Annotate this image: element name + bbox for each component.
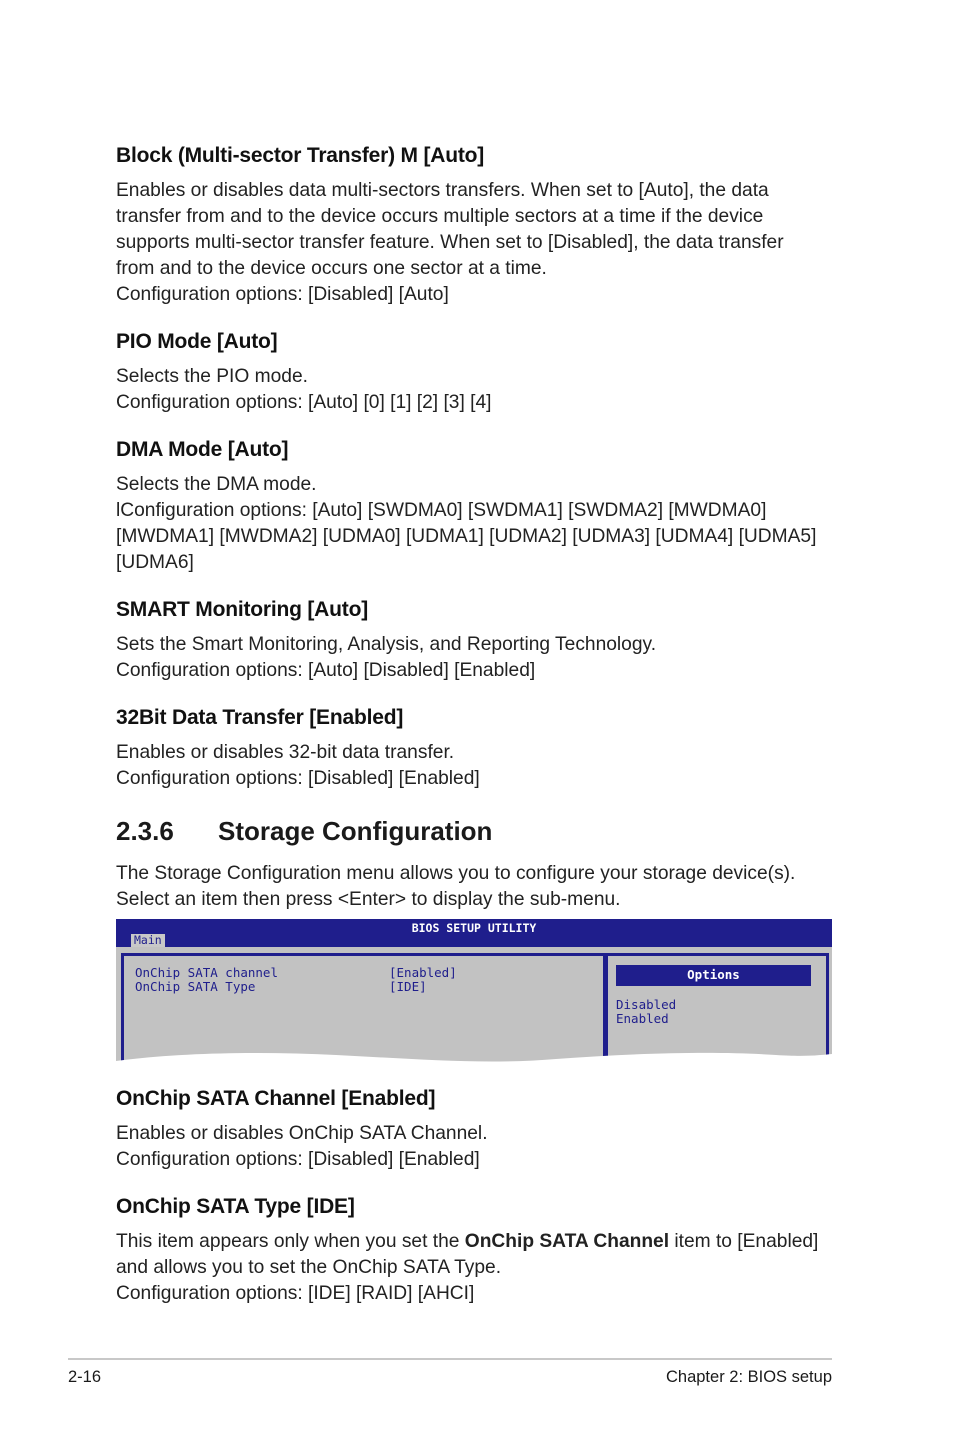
text-line: supports multi-sector transfer feature. When set to [Disabled], the data transfer — [116, 232, 784, 253]
text-line: Configuration options: [IDE] [RAID] [AHCI] — [116, 1283, 475, 1304]
heading-32bit-transfer: 32Bit Data Transfer [Enabled] — [116, 706, 404, 729]
bios-option-enabled[interactable]: Enabled — [616, 1011, 669, 1026]
text-line: Enables or disables data multi-sectors transfers. When set to [Auto], the data — [116, 180, 769, 201]
heading-pio-mode: PIO Mode [Auto] — [116, 330, 278, 353]
heading-sata-type: OnChip SATA Type [IDE] — [116, 1195, 355, 1218]
text-line: Configuration options: [Disabled] [Enabled] — [116, 1149, 480, 1170]
text-line: The Storage Configuration menu allows you to configure your storage device(s). — [116, 863, 796, 884]
text-line: [UDMA6] — [116, 552, 194, 573]
text-line: Enables or disables 32-bit data transfer. — [116, 742, 455, 763]
heading-sata-channel: OnChip SATA Channel [Enabled] — [116, 1087, 436, 1110]
page-number: 2-16 — [68, 1368, 102, 1386]
bios-item-sata-channel-label[interactable]: OnChip SATA channel — [135, 965, 278, 980]
footer-divider — [68, 1358, 832, 1360]
heading-smart-monitoring: SMART Monitoring [Auto] — [116, 598, 368, 621]
32bit-transfer-description — [116, 740, 846, 792]
section-number: 2.3.6 — [116, 816, 174, 846]
text-line: and allows you to set the OnChip SATA Type. — [116, 1257, 502, 1278]
bios-options-header: Options — [616, 965, 811, 986]
text-line: Enables or disables OnChip SATA Channel. — [116, 1123, 488, 1144]
bios-title: BIOS SETUP UTILITY — [411, 921, 537, 935]
text-span: This item appears only when you set the — [116, 1231, 465, 1252]
bios-item-sata-type-label[interactable]: OnChip SATA Type — [135, 979, 256, 994]
smart-monitoring-description — [116, 632, 846, 684]
text-line — [116, 1229, 846, 1255]
text-line: [MWDMA1] [MWDMA2] [UDMA0] [UDMA1] [UDMA2] [UDMA3] [UDMA4] [UDMA5] — [116, 526, 817, 547]
bios-item-sata-channel-value[interactable]: [Enabled] — [389, 965, 457, 980]
storage-intro — [116, 861, 876, 913]
text-line: Select an item then press <Enter> to display the sub-menu. — [116, 889, 621, 910]
text-line: from and to the device occurs one sector at a time. — [116, 258, 547, 279]
torn-edge — [116, 1049, 832, 1084]
bios-tab-main[interactable]: Main — [131, 934, 165, 947]
text-line: Configuration options: [Disabled] [Auto] — [116, 284, 449, 305]
bios-item-sata-type-value[interactable]: [IDE] — [389, 979, 427, 994]
pio-mode-description — [116, 364, 846, 416]
text-line: lConfiguration options: [Auto] [SWDMA0] [SWDMA1] [SWDMA2] [MWDMA0] — [116, 500, 767, 521]
bios-option-disabled[interactable]: Disabled — [616, 997, 677, 1012]
chapter-label: Chapter 2: BIOS setup — [665, 1368, 832, 1386]
bios-screenshot — [116, 919, 832, 1084]
dma-mode-description — [116, 472, 846, 576]
text-line: Configuration options: [Disabled] [Enabled] — [116, 768, 480, 789]
text-line: Selects the DMA mode. — [116, 474, 317, 495]
text-line: Selects the PIO mode. — [116, 366, 308, 387]
text-line: Configuration options: [Auto] [0] [1] [2] [3] [4] — [116, 392, 492, 413]
heading-block-transfer: Block (Multi-sector Transfer) M [Auto] — [116, 144, 485, 167]
block-transfer-description — [116, 178, 846, 308]
text-span: item to [Enabled] — [669, 1231, 819, 1252]
heading-dma-mode: DMA Mode [Auto] — [116, 438, 289, 461]
section-title: Storage Configuration — [218, 816, 493, 846]
text-line: transfer from and to the device occurs multiple sectors at a time if the device — [116, 206, 764, 227]
sata-type-description — [116, 1229, 846, 1307]
bold-term: OnChip SATA Channel — [464, 1231, 670, 1252]
text-line: Configuration options: [Auto] [Disabled] [Enabled] — [116, 660, 536, 681]
sata-channel-description — [116, 1121, 846, 1173]
text-line: Sets the Smart Monitoring, Analysis, and Reporting Technology. — [116, 634, 657, 655]
